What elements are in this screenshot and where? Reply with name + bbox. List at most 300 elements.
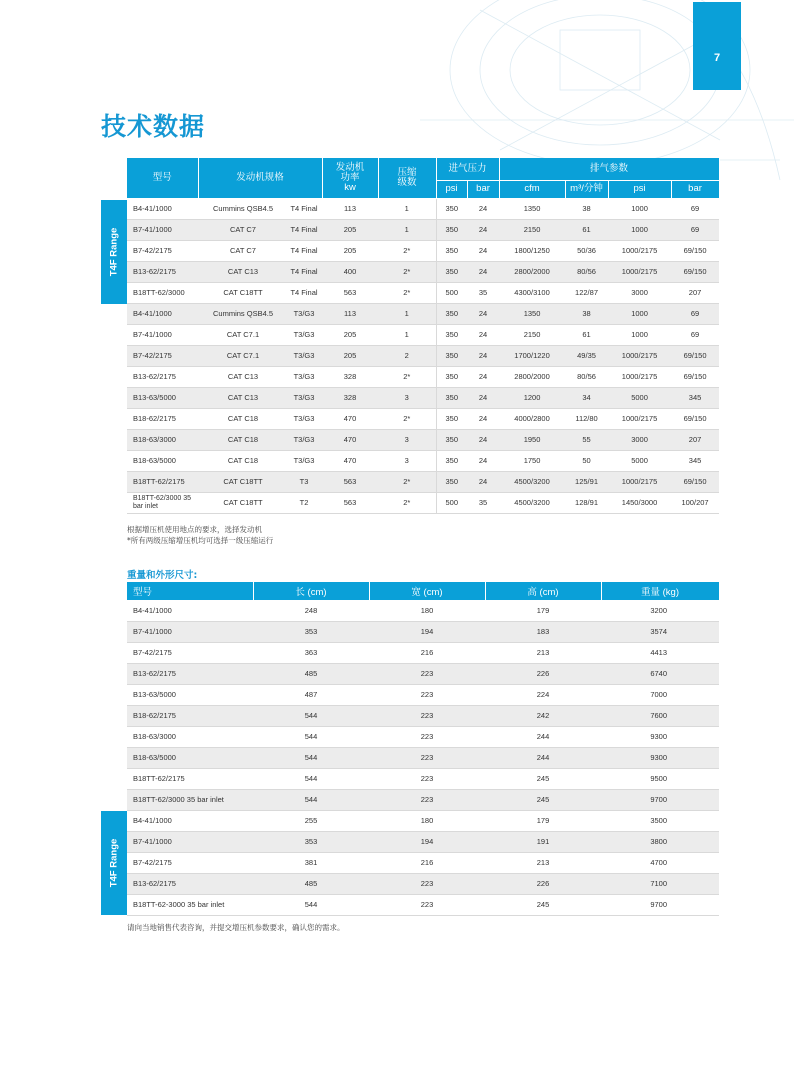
spec-cell-discharge-bar: 207 xyxy=(671,282,719,303)
spec-cell-inlet-bar: 35 xyxy=(467,282,499,303)
spec-notes xyxy=(127,524,273,546)
spec-cell-inlet-psi: 350 xyxy=(436,387,467,408)
spec-cell-inlet-psi: 350 xyxy=(436,366,467,387)
range-label: T4F Range xyxy=(108,227,120,277)
spec-cell-m3min: 61 xyxy=(565,219,608,240)
dims-cell-model: B18-62/2175 xyxy=(127,705,253,726)
spec-cell-discharge-psi: 1000/2175 xyxy=(608,261,671,282)
spec-cell-engine: Cummins QSB4.5 xyxy=(198,303,286,324)
spec-cell-discharge-bar: 69/150 xyxy=(671,261,719,282)
spec-cell-stages: 2* xyxy=(378,240,436,261)
note-stages: *所有两级压缩增压机均可选择一级压缩运行 xyxy=(127,536,274,545)
dims-cell-weight: 4413 xyxy=(601,642,719,663)
spec-cell-power: 328 xyxy=(322,366,378,387)
spec-cell-inlet-bar: 24 xyxy=(467,366,499,387)
dims-cell-weight: 9500 xyxy=(601,768,719,789)
dims-cell-weight: 9300 xyxy=(601,726,719,747)
dims-header-height: 高 (cm) xyxy=(485,582,601,600)
spec-cell-cfm: 1350 xyxy=(499,303,565,324)
header-inlet-pressure: 进气压力 xyxy=(436,158,499,180)
spec-cell-inlet-psi: 350 xyxy=(436,450,467,471)
spec-cell-model: B13-62/2175 xyxy=(127,261,198,282)
spec-cell-model: B7-41/1000 xyxy=(127,324,198,345)
spec-cell-emission: T3/G3 xyxy=(286,303,322,324)
spec-cell-power: 563 xyxy=(322,282,378,303)
dims-cell-length: 485 xyxy=(253,873,369,894)
spec-cell-discharge-psi: 3000 xyxy=(608,429,671,450)
spec-cell-emission: T4 Final xyxy=(286,198,322,219)
spec-cell-m3min: 112/80 xyxy=(565,408,608,429)
spec-cell-model: B18-62/2175 xyxy=(127,408,198,429)
dims-section-title: 重量和外形尺寸: xyxy=(127,570,198,581)
spec-cell-emission: T3/G3 xyxy=(286,429,322,450)
spec-cell-engine: CAT C7 xyxy=(198,219,286,240)
spec-cell-emission: T3 xyxy=(286,471,322,492)
dims-row xyxy=(127,600,719,621)
dims-header-weight: 重量 (kg) xyxy=(601,582,719,600)
spec-cell-inlet-psi: 500 xyxy=(436,492,467,513)
spec-cell-model: B18-63/5000 xyxy=(127,450,198,471)
dims-cell-length: 487 xyxy=(253,684,369,705)
spec-cell-discharge-bar: 207 xyxy=(671,429,719,450)
dims-cell-length: 255 xyxy=(253,810,369,831)
spec-cell-m3min: 122/87 xyxy=(565,282,608,303)
dims-cell-length: 544 xyxy=(253,747,369,768)
dims-cell-width: 216 xyxy=(369,852,485,873)
dims-cell-weight: 7100 xyxy=(601,873,719,894)
dims-cell-width: 223 xyxy=(369,873,485,894)
spec-cell-inlet-bar: 24 xyxy=(467,408,499,429)
spec-cell-power: 563 xyxy=(322,492,378,513)
spec-cell-discharge-bar: 69 xyxy=(671,303,719,324)
spec-cell-stages: 2* xyxy=(378,492,436,513)
dims-cell-height: 213 xyxy=(485,642,601,663)
dims-cell-height: 179 xyxy=(485,810,601,831)
spec-cell-power: 470 xyxy=(322,408,378,429)
spec-cell-discharge-bar: 69/150 xyxy=(671,471,719,492)
dims-cell-weight: 6740 xyxy=(601,663,719,684)
spec-cell-stages: 3 xyxy=(378,429,436,450)
spec-cell-discharge-bar: 69 xyxy=(671,198,719,219)
dims-row xyxy=(127,852,719,873)
spec-cell-cfm: 4500/3200 xyxy=(499,492,565,513)
spec-cell-inlet-bar: 24 xyxy=(467,471,499,492)
spec-cell-model: B4-41/1000 xyxy=(127,198,198,219)
spec-row xyxy=(127,219,719,240)
dims-cell-width: 223 xyxy=(369,726,485,747)
spec-row xyxy=(127,345,719,366)
spec-cell-model: B18TT-62/2175 xyxy=(127,471,198,492)
spec-cell-power: 113 xyxy=(322,303,378,324)
spec-cell-inlet-psi: 350 xyxy=(436,471,467,492)
dims-cell-width: 194 xyxy=(369,831,485,852)
dims-cell-width: 216 xyxy=(369,642,485,663)
spec-cell-discharge-psi: 3000 xyxy=(608,282,671,303)
spec-cell-m3min: 38 xyxy=(565,303,608,324)
dims-row xyxy=(127,873,719,894)
dims-cell-height: 213 xyxy=(485,852,601,873)
header-model: 型号 xyxy=(127,158,198,198)
spec-cell-emission: T4 Final xyxy=(286,282,322,303)
spec-cell-model: B4-41/1000 xyxy=(127,303,198,324)
note-engine: 根据增压机使用地点的要求，选择发动机 xyxy=(127,525,262,534)
dims-cell-height: 245 xyxy=(485,789,601,810)
spec-cell-inlet-bar: 24 xyxy=(467,429,499,450)
spec-cell-model: B7-41/1000 xyxy=(127,219,198,240)
spec-cell-m3min: 125/91 xyxy=(565,471,608,492)
spec-row xyxy=(127,303,719,324)
range-label: T4F Range xyxy=(108,838,120,888)
dims-cell-length: 544 xyxy=(253,705,369,726)
dims-cell-height: 224 xyxy=(485,684,601,705)
spec-cell-inlet-bar: 24 xyxy=(467,450,499,471)
spec-cell-m3min: 55 xyxy=(565,429,608,450)
dims-cell-height: 183 xyxy=(485,621,601,642)
dims-header-length: 长 (cm) xyxy=(253,582,369,600)
dims-cell-weight: 9700 xyxy=(601,894,719,915)
dims-cell-height: 244 xyxy=(485,747,601,768)
spec-cell-cfm: 4300/3100 xyxy=(499,282,565,303)
spec-cell-power: 205 xyxy=(322,345,378,366)
dims-cell-width: 223 xyxy=(369,789,485,810)
dims-cell-model: B18-63/5000 xyxy=(127,747,253,768)
spec-cell-emission: T4 Final xyxy=(286,240,322,261)
spec-cell-model: B7-42/2175 xyxy=(127,240,198,261)
spec-cell-discharge-psi: 5000 xyxy=(608,450,671,471)
dims-cell-model: B7-41/1000 xyxy=(127,621,253,642)
dims-cell-length: 485 xyxy=(253,663,369,684)
header-power-unit: kw xyxy=(344,181,356,193)
spec-cell-model: B13-62/2175 xyxy=(127,366,198,387)
spec-cell-inlet-bar: 24 xyxy=(467,261,499,282)
dims-cell-length: 353 xyxy=(253,621,369,642)
dims-cell-weight: 7000 xyxy=(601,684,719,705)
spec-cell-model: B18-63/3000 xyxy=(127,429,198,450)
dims-row xyxy=(127,621,719,642)
dims-cell-weight: 9300 xyxy=(601,747,719,768)
spec-cell-cfm: 4000/2800 xyxy=(499,408,565,429)
spec-cell-discharge-bar: 69/150 xyxy=(671,240,719,261)
spec-cell-inlet-bar: 24 xyxy=(467,240,499,261)
dims-row xyxy=(127,768,719,789)
spec-cell-inlet-bar: 24 xyxy=(467,219,499,240)
spec-cell-stages: 2 xyxy=(378,345,436,366)
dims-cell-width: 223 xyxy=(369,663,485,684)
dims-header-width: 宽 (cm) xyxy=(369,582,485,600)
spec-row xyxy=(127,261,719,282)
spec-cell-emission: T4 Final xyxy=(286,219,322,240)
spec-cell-engine: CAT C18TT xyxy=(198,471,286,492)
spec-cell-m3min: 34 xyxy=(565,387,608,408)
dims-cell-model: B4-41/1000 xyxy=(127,810,253,831)
spec-cell-inlet-bar: 35 xyxy=(467,492,499,513)
spec-cell-m3min: 61 xyxy=(565,324,608,345)
spec-cell-cfm: 2150 xyxy=(499,324,565,345)
spec-cell-model: B7-42/2175 xyxy=(127,345,198,366)
spec-cell-m3min: 80/56 xyxy=(565,366,608,387)
spec-cell-inlet-psi: 350 xyxy=(436,408,467,429)
header-discharge: 排气参数 xyxy=(499,158,719,180)
spec-cell-power: 400 xyxy=(322,261,378,282)
dims-row xyxy=(127,663,719,684)
dims-cell-length: 363 xyxy=(253,642,369,663)
spec-cell-engine: CAT C13 xyxy=(198,261,286,282)
dims-cell-model: B13-62/2175 xyxy=(127,663,253,684)
dims-row xyxy=(127,894,719,915)
header-m3min: m³/分钟 xyxy=(565,180,608,198)
spec-row xyxy=(127,198,719,219)
spec-cell-engine: CAT C13 xyxy=(198,387,286,408)
spec-row xyxy=(127,282,719,303)
spec-cell-inlet-psi: 350 xyxy=(436,345,467,366)
spec-cell-engine: CAT C18TT xyxy=(198,282,286,303)
header-discharge-bar: bar xyxy=(671,180,719,198)
spec-cell-inlet-psi: 500 xyxy=(436,282,467,303)
spec-cell-stages: 2* xyxy=(378,282,436,303)
dims-cell-height: 242 xyxy=(485,705,601,726)
dims-cell-height: 245 xyxy=(485,768,601,789)
dims-cell-weight: 3500 xyxy=(601,810,719,831)
spec-cell-power: 205 xyxy=(322,324,378,345)
spec-cell-stages: 3 xyxy=(378,387,436,408)
footer-note: 请向当地销售代表咨询，并提交增压机参数要求，确认您的需求。 xyxy=(127,923,345,932)
spec-cell-stages: 1 xyxy=(378,219,436,240)
spec-cell-emission: T3/G3 xyxy=(286,450,322,471)
spec-cell-cfm: 1700/1220 xyxy=(499,345,565,366)
spec-cell-emission: T3/G3 xyxy=(286,387,322,408)
spec-cell-inlet-psi: 350 xyxy=(436,261,467,282)
spec-cell-inlet-psi: 350 xyxy=(436,324,467,345)
spec-cell-stages: 2* xyxy=(378,261,436,282)
spec-cell-inlet-psi: 350 xyxy=(436,240,467,261)
dims-cell-length: 381 xyxy=(253,852,369,873)
spec-cell-engine: Cummins QSB4.5 xyxy=(198,198,286,219)
spec-cell-discharge-psi: 1000/2175 xyxy=(608,408,671,429)
spec-cell-emission: T3/G3 xyxy=(286,324,322,345)
dims-cell-height: 245 xyxy=(485,894,601,915)
spec-cell-cfm: 2150 xyxy=(499,219,565,240)
spec-cell-discharge-psi: 1000 xyxy=(608,219,671,240)
spec-cell-power: 328 xyxy=(322,387,378,408)
spec-row xyxy=(127,240,719,261)
spec-cell-power: 205 xyxy=(322,219,378,240)
spec-cell-inlet-bar: 24 xyxy=(467,324,499,345)
dims-cell-model: B18TT-62/2175 xyxy=(127,768,253,789)
spec-cell-discharge-psi: 1000/2175 xyxy=(608,240,671,261)
header-stages-line1: 压缩 xyxy=(397,166,417,178)
spec-cell-discharge-bar: 345 xyxy=(671,450,719,471)
spec-cell-engine: CAT C13 xyxy=(198,366,286,387)
spec-cell-discharge-bar: 100/207 xyxy=(671,492,719,513)
dims-cell-weight: 3574 xyxy=(601,621,719,642)
spec-cell-cfm: 1950 xyxy=(499,429,565,450)
spec-cell-discharge-bar: 69 xyxy=(671,324,719,345)
dims-cell-model: B18TT-62-3000 35 bar inlet xyxy=(127,894,253,915)
page-number: 7 xyxy=(713,52,721,64)
dims-cell-height: 226 xyxy=(485,663,601,684)
dims-cell-weight: 3800 xyxy=(601,831,719,852)
dims-cell-model: B7-41/1000 xyxy=(127,831,253,852)
dims-cell-width: 194 xyxy=(369,621,485,642)
spec-cell-power: 470 xyxy=(322,450,378,471)
dims-cell-weight: 9700 xyxy=(601,789,719,810)
dims-cell-width: 223 xyxy=(369,747,485,768)
dims-cell-model: B18-63/3000 xyxy=(127,726,253,747)
spec-cell-discharge-bar: 345 xyxy=(671,387,719,408)
header-stages xyxy=(378,158,436,198)
spec-cell-stages: 3 xyxy=(378,450,436,471)
dims-cell-model: B7-42/2175 xyxy=(127,852,253,873)
spec-cell-discharge-psi: 1450/3000 xyxy=(608,492,671,513)
header-power-line2: 功率 xyxy=(340,171,360,183)
spec-cell-cfm: 1750 xyxy=(499,450,565,471)
spec-cell-power: 205 xyxy=(322,240,378,261)
dims-row xyxy=(127,705,719,726)
spec-cell-discharge-psi: 5000 xyxy=(608,387,671,408)
dims-cell-model: B13-62/2175 xyxy=(127,873,253,894)
dims-cell-model: B4-41/1000 xyxy=(127,600,253,621)
spec-cell-power: 113 xyxy=(322,198,378,219)
spec-cell-stages: 1 xyxy=(378,198,436,219)
dims-cell-height: 226 xyxy=(485,873,601,894)
dims-cell-model: B7-42/2175 xyxy=(127,642,253,663)
page-number-tab xyxy=(693,2,741,90)
spec-cell-inlet-bar: 24 xyxy=(467,198,499,219)
dims-cell-width: 223 xyxy=(369,705,485,726)
dims-cell-length: 544 xyxy=(253,768,369,789)
spec-cell-power: 470 xyxy=(322,429,378,450)
spec-cell-stages: 1 xyxy=(378,324,436,345)
dims-row xyxy=(127,642,719,663)
spec-cell-inlet-bar: 24 xyxy=(467,345,499,366)
spec-cell-discharge-bar: 69/150 xyxy=(671,345,719,366)
page-title: 技术数据 xyxy=(101,112,206,141)
spec-cell-cfm: 1800/1250 xyxy=(499,240,565,261)
spec-cell-cfm: 1200 xyxy=(499,387,565,408)
spec-cell-discharge-bar: 69/150 xyxy=(671,408,719,429)
dims-cell-height: 244 xyxy=(485,726,601,747)
spec-row xyxy=(127,408,719,429)
spec-cell-engine: CAT C18 xyxy=(198,429,286,450)
spec-cell-m3min: 49/35 xyxy=(565,345,608,366)
spec-cell-power: 563 xyxy=(322,471,378,492)
spec-cell-discharge-psi: 1000 xyxy=(608,303,671,324)
spec-cell-inlet-psi: 350 xyxy=(436,198,467,219)
spec-cell-cfm: 4500/3200 xyxy=(499,471,565,492)
spec-cell-cfm: 2800/2000 xyxy=(499,366,565,387)
dims-cell-length: 353 xyxy=(253,831,369,852)
spec-cell-discharge-bar: 69/150 xyxy=(671,366,719,387)
dims-row xyxy=(127,810,719,831)
dims-header-model: 型号 xyxy=(127,582,253,600)
spec-cell-model: B18TT-62/3000 35 bar inlet xyxy=(127,492,198,513)
dims-cell-weight: 7600 xyxy=(601,705,719,726)
spec-cell-discharge-psi: 1000/2175 xyxy=(608,366,671,387)
spec-cell-stages: 2* xyxy=(378,471,436,492)
spec-cell-discharge-psi: 1000/2175 xyxy=(608,345,671,366)
weight-dimensions-table xyxy=(127,582,720,916)
spec-cell-stages: 2* xyxy=(378,408,436,429)
header-engine: 发动机规格 xyxy=(198,158,322,198)
technical-data-table xyxy=(127,158,720,514)
spec-cell-m3min: 38 xyxy=(565,198,608,219)
spec-cell-engine: CAT C18TT xyxy=(198,492,286,513)
dims-row xyxy=(127,789,719,810)
spec-cell-m3min: 50 xyxy=(565,450,608,471)
dims-cell-model: B18TT-62/3000 35 bar inlet xyxy=(127,789,253,810)
dims-cell-width: 180 xyxy=(369,810,485,831)
spec-cell-inlet-bar: 24 xyxy=(467,387,499,408)
dims-cell-width: 223 xyxy=(369,894,485,915)
spec-cell-engine: CAT C7 xyxy=(198,240,286,261)
spec-cell-stages: 2* xyxy=(378,366,436,387)
spec-cell-discharge-psi: 1000/2175 xyxy=(608,471,671,492)
dims-cell-height: 179 xyxy=(485,600,601,621)
spec-cell-discharge-bar: 69 xyxy=(671,219,719,240)
dims-cell-width: 180 xyxy=(369,600,485,621)
spec-cell-inlet-psi: 350 xyxy=(436,429,467,450)
spec-cell-engine: CAT C18 xyxy=(198,408,286,429)
spec-row xyxy=(127,366,719,387)
header-discharge-psi: psi xyxy=(608,180,671,198)
spec-cell-emission: T3/G3 xyxy=(286,366,322,387)
spec-cell-m3min: 80/56 xyxy=(565,261,608,282)
spec-cell-model: B18TT-62/3000 xyxy=(127,282,198,303)
header-cfm: cfm xyxy=(499,180,565,198)
dims-cell-width: 223 xyxy=(369,684,485,705)
spec-row xyxy=(127,471,719,492)
dims-cell-height: 191 xyxy=(485,831,601,852)
spec-cell-cfm: 2800/2000 xyxy=(499,261,565,282)
spec-cell-discharge-psi: 1000 xyxy=(608,324,671,345)
dims-cell-weight: 3200 xyxy=(601,600,719,621)
spec-cell-stages: 1 xyxy=(378,303,436,324)
spec-cell-inlet-psi: 350 xyxy=(436,219,467,240)
spec-row xyxy=(127,324,719,345)
dims-cell-length: 248 xyxy=(253,600,369,621)
header-power xyxy=(322,158,378,198)
dims-cell-length: 544 xyxy=(253,789,369,810)
range-side-tab-dims xyxy=(101,811,127,915)
spec-cell-model: B13-63/5000 xyxy=(127,387,198,408)
dims-cell-length: 544 xyxy=(253,726,369,747)
header-inlet-bar: bar xyxy=(467,180,499,198)
header-power-line1: 发动机 xyxy=(335,161,365,173)
spec-cell-engine: CAT C7.1 xyxy=(198,324,286,345)
spec-cell-emission: T2 xyxy=(286,492,322,513)
dims-cell-weight: 4700 xyxy=(601,852,719,873)
spec-row xyxy=(127,450,719,471)
header-inlet-psi: psi xyxy=(436,180,467,198)
spec-cell-m3min: 50/36 xyxy=(565,240,608,261)
spec-cell-m3min: 128/91 xyxy=(565,492,608,513)
spec-cell-inlet-bar: 24 xyxy=(467,303,499,324)
spec-row xyxy=(127,492,719,513)
dims-row xyxy=(127,684,719,705)
header-stages-line2: 级数 xyxy=(397,176,417,188)
spec-row xyxy=(127,387,719,408)
dims-cell-length: 544 xyxy=(253,894,369,915)
range-side-tab-spec xyxy=(101,200,127,304)
dims-cell-width: 223 xyxy=(369,768,485,789)
dims-cell-model: B13-63/5000 xyxy=(127,684,253,705)
spec-cell-engine: CAT C7.1 xyxy=(198,345,286,366)
spec-cell-engine: CAT C18 xyxy=(198,450,286,471)
dims-row xyxy=(127,747,719,768)
spec-cell-emission: T3/G3 xyxy=(286,345,322,366)
dims-row xyxy=(127,831,719,852)
dims-row xyxy=(127,726,719,747)
